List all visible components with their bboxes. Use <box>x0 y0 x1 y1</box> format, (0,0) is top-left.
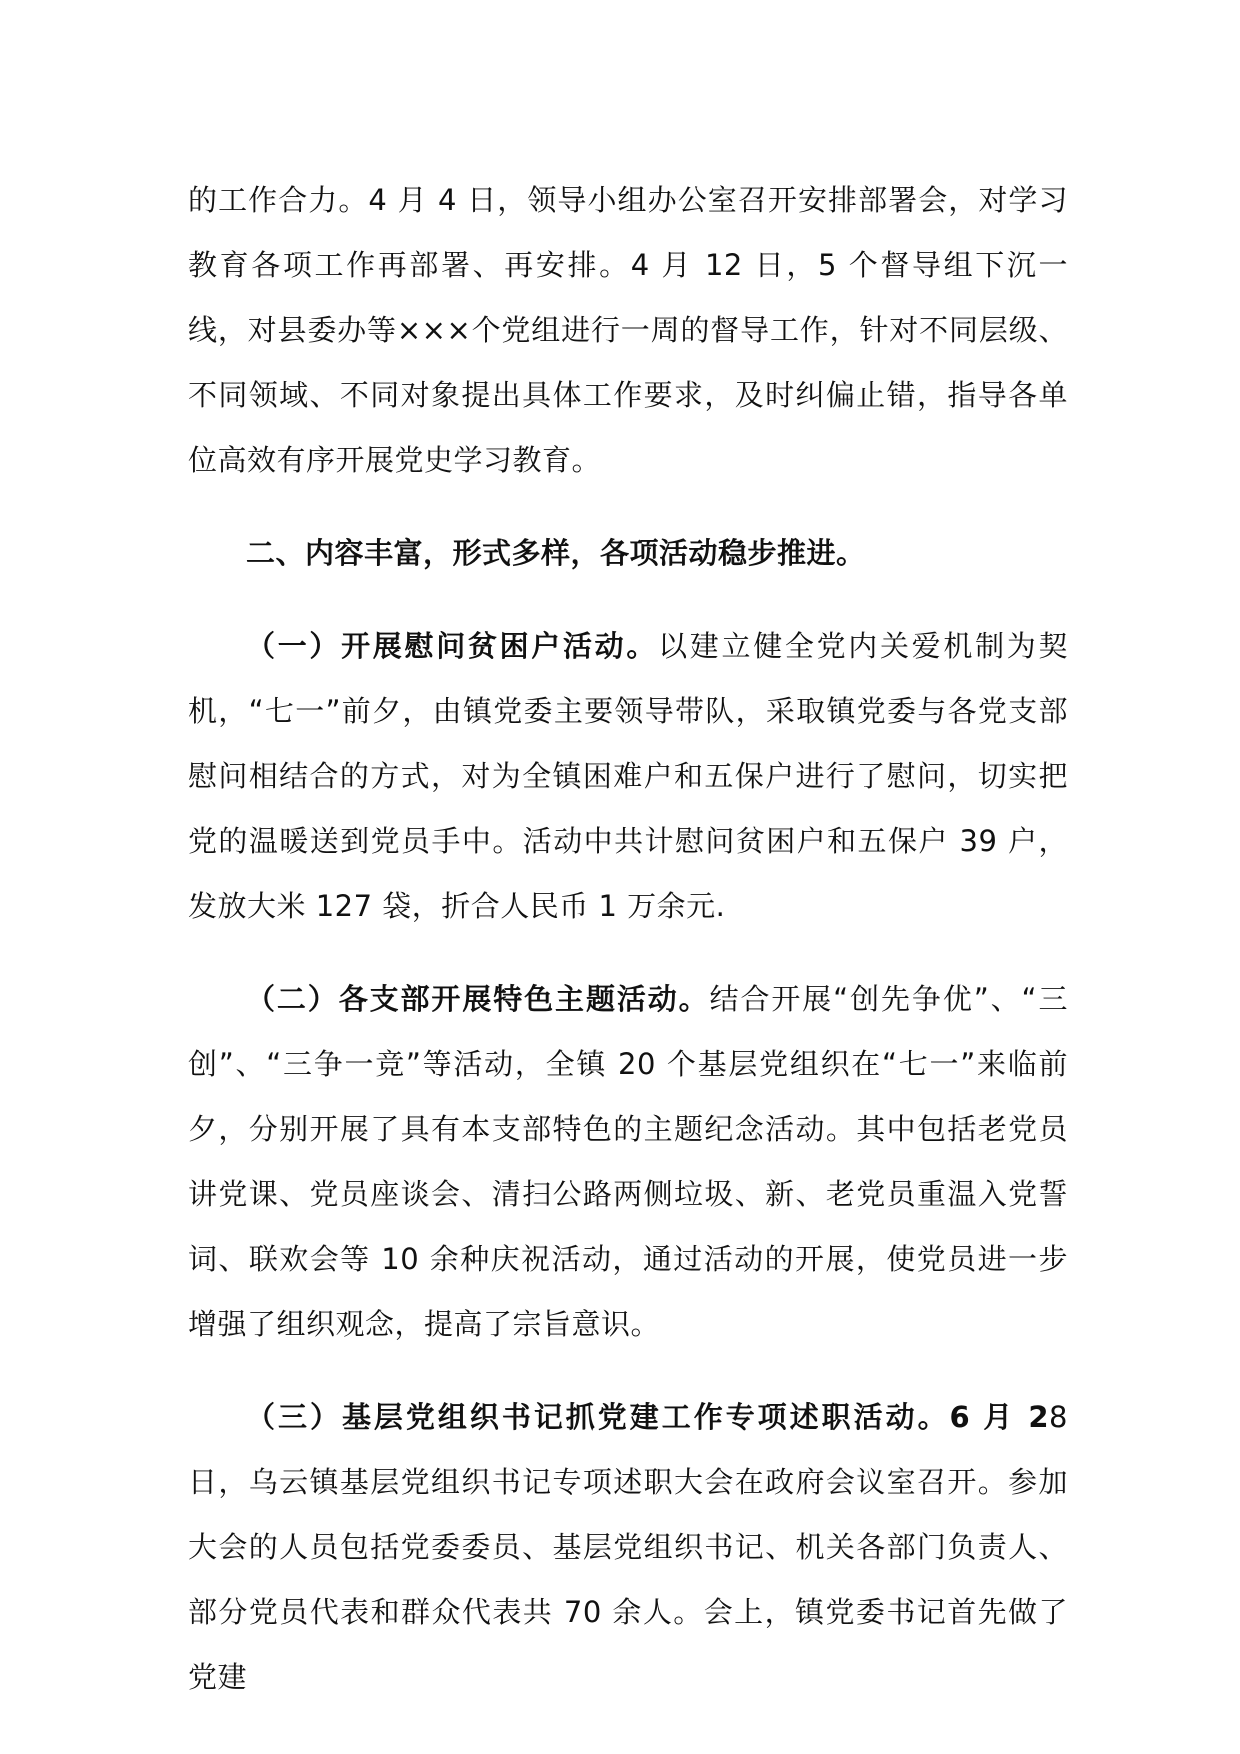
subsection-1 <box>188 614 1068 939</box>
subsection-1-title: （一）开展慰问贫困户活动。 <box>246 629 659 663</box>
document-body <box>188 168 1068 1710</box>
subsection-2 <box>188 967 1068 1357</box>
paragraph-continuation: 的工作合力。4 月 4 日，领导小组办公室召开安排部署会，对学习教育各项工作再部署、再安排。4 月 12 日，5 个督导组下沉一线，对县委办等×××个党组进行一周的督导工作，针对不同层级、不同领域、不同对象提出具体工作要求，及时纠偏止错，指导各单位高效有序开展党史学习教育。 <box>188 183 1068 477</box>
subsection-3-title: （三）基层党组织书记抓党建工作专项述职活动。6 月 2 <box>246 1400 1050 1434</box>
section-heading-2: 二、内容丰富，形式多样，各项活动稳步推进。 <box>246 536 866 570</box>
subsection-2-text: 结合开展“创先争优”、“三创”、“三争一竞”等活动，全镇 20 个基层党组织在“七一”来临前夕，分别开展了具有本支部特色的主题纪念活动。其中包括老党员讲党课、党员座谈会、清扫公路两侧垃圾、新、老党员重温入党誓词、联欢会等 10 余种庆祝活动，通过活动的开展，使党员进一步增强了组织观念，提高了宗旨意识。 <box>188 982 1068 1341</box>
subsection-2-title: （二）各支部开展特色主题活动。 <box>246 982 710 1016</box>
subsection-3-text: 8 日，乌云镇基层党组织书记专项述职大会在政府会议室召开。参加大会的人员包括党委委员、基层党组织书记、机关各部门负责人、部分党员代表和群众代表共 70 余人。会上，镇党委书记首先做了党建 <box>188 1400 1068 1694</box>
subsection-1-text: 以建立健全党内关爱机制为契机，“七一”前夕，由镇党委主要领导带队，采取镇党委与各党支部慰问相结合的方式，对为全镇困难户和五保户进行了慰问，切实把党的温暖送到党员手中。活动中共计慰问贫困户和五保户 39 户，发放大米 127 袋，折合人民币 1 万余元. <box>188 629 1068 923</box>
subsection-3 <box>188 1385 1068 1710</box>
